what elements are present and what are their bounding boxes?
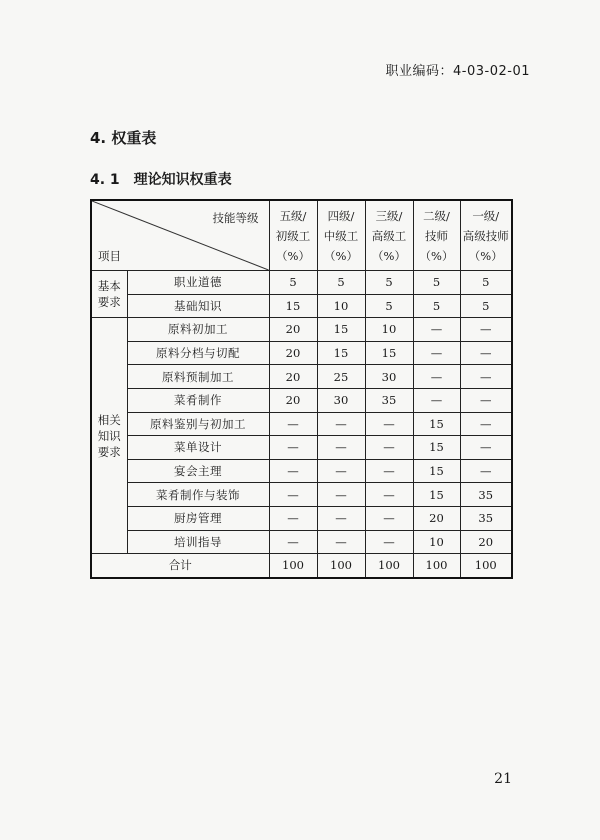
total-value: 100 (460, 554, 512, 578)
row-item: 培训指导 (127, 530, 269, 554)
table-row (91, 530, 512, 554)
occupation-code: 职业编码：4-03-02-01 (385, 64, 530, 79)
cell-value: 35 (460, 506, 512, 530)
cell-value: — (365, 412, 413, 436)
level-header-3 (365, 200, 413, 271)
cell-value: 20 (269, 318, 317, 342)
cell-value: 10 (365, 318, 413, 342)
cell-value: — (269, 483, 317, 507)
cell-value: — (317, 436, 365, 460)
cell-value: — (317, 412, 365, 436)
table-row (91, 318, 512, 342)
cell-value: 15 (413, 459, 460, 483)
table-row (91, 294, 512, 318)
row-item: 原料分档与切配 (127, 341, 269, 365)
cell-value: 5 (365, 294, 413, 318)
cell-value: 30 (365, 365, 413, 389)
level-header-line: 初级工 (275, 228, 311, 243)
cell-value: — (365, 530, 413, 554)
category-label-line: 要求 (97, 295, 121, 310)
cell-value: 15 (413, 412, 460, 436)
level-header-line: 技师 (425, 228, 448, 243)
subsection-title: 4. 1 理论知识权重表 (90, 172, 232, 188)
total-row (91, 554, 512, 578)
table-row (91, 365, 512, 389)
category-related-knowledge (91, 318, 127, 554)
cell-value: — (269, 530, 317, 554)
cell-value: — (317, 459, 365, 483)
cell-value: 5 (460, 271, 512, 295)
level-header-line: （%） (276, 248, 310, 263)
level-header-2 (413, 200, 460, 271)
cell-value: 10 (413, 530, 460, 554)
cell-value: 5 (317, 271, 365, 295)
cell-value: — (269, 412, 317, 436)
cell-value: 20 (269, 388, 317, 412)
cell-value: 30 (317, 388, 365, 412)
cell-value: — (269, 506, 317, 530)
level-header-line: （%） (419, 248, 454, 263)
table-row (91, 388, 512, 412)
cell-value: — (460, 436, 512, 460)
cell-value: — (365, 506, 413, 530)
table-row (91, 483, 512, 507)
section-title: 4. 权重表 (90, 129, 157, 147)
cell-value: — (317, 530, 365, 554)
row-item: 原料鉴别与初加工 (127, 412, 269, 436)
category-label-line: 基本 (97, 279, 121, 294)
table-row (91, 412, 512, 436)
cell-value: — (413, 388, 460, 412)
level-header-4 (317, 200, 365, 271)
cell-value: 15 (413, 436, 460, 460)
cell-value: 5 (460, 294, 512, 318)
level-header-line: 高级工 (371, 228, 407, 243)
cell-value: 15 (317, 318, 365, 342)
table-row (91, 459, 512, 483)
cell-value: — (460, 412, 512, 436)
header-item-label: 项目 (98, 249, 121, 263)
row-item: 厨房管理 (127, 506, 269, 530)
level-header-line: 四级/ (327, 208, 355, 223)
row-item: 菜肴制作 (127, 388, 269, 412)
cell-value: — (460, 365, 512, 389)
cell-value: — (460, 459, 512, 483)
row-item: 菜肴制作与装饰 (127, 483, 269, 507)
total-value: 100 (317, 554, 365, 578)
page-number: 21 (494, 771, 512, 787)
cell-value: — (460, 388, 512, 412)
level-header-line: （%） (468, 248, 503, 263)
weight-table (90, 199, 513, 579)
cell-value: 15 (413, 483, 460, 507)
cell-value: 5 (413, 271, 460, 295)
table-row (91, 271, 512, 295)
cell-value: — (413, 365, 460, 389)
total-value: 100 (413, 554, 460, 578)
cell-value: 35 (365, 388, 413, 412)
row-item: 菜单设计 (127, 436, 269, 460)
level-header-line: 三级/ (375, 208, 403, 223)
table-row (91, 436, 512, 460)
row-item: 宴会主理 (127, 459, 269, 483)
row-item: 原料预制加工 (127, 365, 269, 389)
cell-value: — (365, 436, 413, 460)
cell-value: 25 (317, 365, 365, 389)
category-label-line: 相关 (97, 412, 121, 427)
level-header-1 (460, 200, 512, 271)
level-header-line: （%） (324, 248, 358, 263)
total-value: 100 (365, 554, 413, 578)
cell-value: 5 (365, 271, 413, 295)
cell-value: — (317, 483, 365, 507)
cell-value: 5 (413, 294, 460, 318)
cell-value: — (365, 483, 413, 507)
level-header-line: 中级工 (323, 228, 359, 243)
cell-value: 20 (413, 506, 460, 530)
row-item: 原料初加工 (127, 318, 269, 342)
level-header-5 (269, 200, 317, 271)
category-basic-requirements (91, 271, 127, 318)
cell-value: — (269, 436, 317, 460)
diagonal-header-cell (91, 200, 269, 271)
cell-value: — (269, 459, 317, 483)
cell-value: — (365, 459, 413, 483)
cell-value: — (413, 318, 460, 342)
cell-value: 20 (269, 365, 317, 389)
cell-value: 20 (269, 341, 317, 365)
level-header-line: 二级/ (423, 208, 450, 223)
cell-value: 15 (269, 294, 317, 318)
total-label: 合计 (91, 554, 269, 578)
cell-value: 10 (317, 294, 365, 318)
cell-value: — (460, 341, 512, 365)
level-header-line: 一级/ (472, 208, 500, 223)
total-value: 100 (269, 554, 317, 578)
category-label-line: 要求 (97, 444, 121, 459)
table-header-row (91, 200, 512, 271)
cell-value: 35 (460, 483, 512, 507)
cell-value: 15 (317, 341, 365, 365)
level-header-line: 五级/ (279, 208, 307, 223)
row-item: 职业道德 (127, 271, 269, 295)
category-label-line: 知识 (97, 428, 121, 443)
table-row (91, 506, 512, 530)
cell-value: — (413, 341, 460, 365)
level-header-line: 高级技师 (462, 228, 509, 243)
row-item: 基础知识 (127, 294, 269, 318)
cell-value: — (460, 318, 512, 342)
header-skill-level-label: 技能等级 (212, 211, 259, 225)
cell-value: 5 (269, 271, 317, 295)
cell-value: 15 (365, 341, 413, 365)
cell-value: — (317, 506, 365, 530)
cell-value: 20 (460, 530, 512, 554)
table-row (91, 341, 512, 365)
level-header-line: （%） (372, 248, 406, 263)
